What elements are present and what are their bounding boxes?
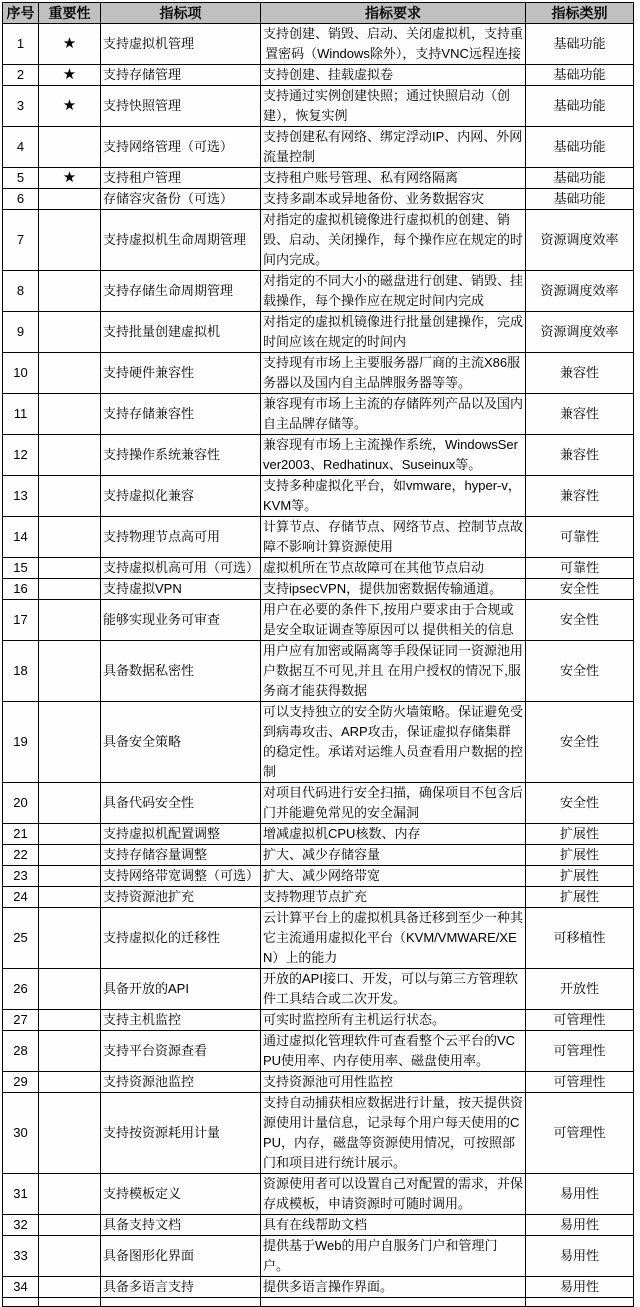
indicator-item-cell: 支持硬件兼容性: [101, 353, 261, 394]
table-row: [3, 168, 634, 189]
requirement-cell: 开放的API接口、开发，可以与第三方管理软件工具结合或二次开发。: [261, 969, 526, 1010]
star-icon: ★: [62, 169, 77, 186]
indicator-item-cell: 支持存储生命周期管理: [101, 271, 261, 312]
importance-cell: [39, 887, 101, 908]
star-icon: ★: [62, 66, 77, 83]
row-number-cell: 3: [3, 86, 39, 127]
row-number-cell: 19: [3, 702, 39, 783]
requirement-cell: 支持现有市场上主要服务器厂商的主流X86服务器以及国内自主品牌服务器等等。: [261, 353, 526, 394]
table-row: [3, 702, 634, 783]
requirement-cell: 增减虚拟机CPU核数、内存: [261, 824, 526, 845]
importance-cell: [39, 435, 101, 476]
importance-cell: [39, 65, 101, 86]
category-cell: 基础功能: [526, 127, 634, 168]
indicator-item-cell: 能够实现业务可审查: [101, 600, 261, 641]
category-cell: 基础功能: [526, 86, 634, 127]
indicator-item-cell: 支持物理节点高可用: [101, 517, 261, 558]
row-number-cell: 32: [3, 1215, 39, 1236]
importance-cell: [39, 1010, 101, 1031]
indicator-item-cell: 支持虚拟机管理: [101, 24, 261, 65]
table-row: [3, 312, 634, 353]
requirement-cell: 用户应有加密或隔离等手段保证同一资源池用户数据互不可见,并且 在用户授权的情况下,服务商才能获得数据: [261, 641, 526, 702]
table-row: [3, 1072, 634, 1093]
indicator-item-cell: 支持虚拟VPN: [101, 579, 261, 600]
table-row: [3, 271, 634, 312]
category-cell: 安全性: [526, 579, 634, 600]
row-number-cell: 22: [3, 845, 39, 866]
table-row: [3, 86, 634, 127]
table-row: [3, 476, 634, 517]
category-cell: 安全性: [526, 702, 634, 783]
table-row: [3, 1031, 634, 1072]
col-header-seq: 序号: [3, 3, 39, 24]
category-cell: 兼容性: [526, 394, 634, 435]
requirement-cell: 具有在线帮助文档: [261, 1215, 526, 1236]
importance-cell: [39, 702, 101, 783]
row-number-cell: 1: [3, 24, 39, 65]
importance-cell: [39, 271, 101, 312]
importance-cell: [39, 600, 101, 641]
row-number-cell: 28: [3, 1031, 39, 1072]
indicator-item-cell: 支持虚拟机生命周期管理: [101, 210, 261, 271]
category-cell: 扩展性: [526, 887, 634, 908]
row-number-cell: 10: [3, 353, 39, 394]
importance-cell: [39, 1031, 101, 1072]
requirement-cell: 用户在必要的条件下,按用户要求由于合规或是安全取证调查等原因可以 提供相关的信息: [261, 600, 526, 641]
row-number-cell: 5: [3, 168, 39, 189]
table-row: [3, 517, 634, 558]
row-number-cell: 33: [3, 1236, 39, 1277]
requirement-cell: 支持资源池可用性监控: [261, 1072, 526, 1093]
table-row: [3, 127, 634, 168]
category-cell: 易用性: [526, 1215, 634, 1236]
indicator-item-cell: 具备支持文档: [101, 1215, 261, 1236]
importance-cell: [39, 517, 101, 558]
table-row: [3, 600, 634, 641]
importance-cell: [39, 476, 101, 517]
row-number-cell: 14: [3, 517, 39, 558]
requirement-cell: 提供基于Web的用户自服务门户和管理门户。: [261, 1236, 526, 1277]
importance-cell: [39, 1236, 101, 1277]
category-cell: 易用性: [526, 1174, 634, 1215]
requirement-cell: 兼容现有市场上主流操作系统，WindowsServer2003、Redhatinux、Suseinux等。: [261, 435, 526, 476]
requirement-cell: 支持创建、销毁、启动、关闭虚拟机，支持重置密码（Windows除外），支持VNC远程连接: [261, 24, 526, 65]
table-row: [3, 394, 634, 435]
row-number-cell: 34: [3, 1277, 39, 1298]
category-cell: 安全性: [526, 600, 634, 641]
row-number-cell: 6: [3, 189, 39, 210]
table-row: [3, 1236, 634, 1277]
requirements-table-page: [0, 2, 640, 1307]
indicator-item-cell: 支持平台资源查看: [101, 1031, 261, 1072]
requirement-cell: 通过虚拟化管理软件可查看整个云平台的VCPU使用率、内存使用率、磁盘使用率。: [261, 1031, 526, 1072]
category-cell: 扩展性: [526, 824, 634, 845]
category-cell: 基础功能: [526, 189, 634, 210]
category-cell: 扩展性: [526, 845, 634, 866]
table-row: [3, 189, 634, 210]
requirement-cell: 支持通过实例创建快照；通过快照启动（创建），恢复实例: [261, 86, 526, 127]
col-header-requirement: 指标要求: [261, 3, 526, 24]
importance-cell: [39, 210, 101, 271]
importance-cell: [39, 908, 101, 969]
importance-cell: [39, 866, 101, 887]
requirement-cell: 对指定的虚拟机镜像进行批量创建操作，完成时间应该在规定的时间内: [261, 312, 526, 353]
requirement-cell: 对项目代码进行安全扫描，确保项目不包含后门并能避免常见的安全漏洞: [261, 783, 526, 824]
table-row: [3, 908, 634, 969]
requirement-cell: 虚拟机所在节点故障可在其他节点启动: [261, 558, 526, 579]
table-row: [3, 887, 634, 908]
row-number-cell: 21: [3, 824, 39, 845]
requirement-cell: 支持ipsecVPN，提供加密数据传输通道。: [261, 579, 526, 600]
importance-cell: [39, 353, 101, 394]
requirement-cell: 支持租户账号管理、私有网络隔离: [261, 168, 526, 189]
indicator-item-cell: 支持存储容量调整: [101, 845, 261, 866]
table-row: [3, 24, 634, 65]
indicator-item-cell: 支持租户管理: [101, 168, 261, 189]
indicator-item-cell: 支持模板定义: [101, 1174, 261, 1215]
indicator-item-cell: 具备代码安全性: [101, 783, 261, 824]
indicator-item-cell: 具备多语言支持: [101, 1277, 261, 1298]
indicator-item-cell: 具备数据私密性: [101, 641, 261, 702]
importance-cell: [39, 312, 101, 353]
row-number-cell: 15: [3, 558, 39, 579]
requirement-cell: 对指定的虚拟机镜像进行虚拟机的创建、销毁、启动、关闭操作，每个操作应在规定的时间内完成。: [261, 210, 526, 271]
row-number-cell: 9: [3, 312, 39, 353]
category-cell: 资源调度效率: [526, 210, 634, 271]
indicator-item-cell: 支持虚拟机配置调整: [101, 824, 261, 845]
row-number-cell: 23: [3, 866, 39, 887]
requirement-cell: 支持创建私有网络、绑定浮动IP、内网、外网流量控制: [261, 127, 526, 168]
indicator-item-cell: 支持操作系统兼容性: [101, 435, 261, 476]
category-cell: 兼容性: [526, 353, 634, 394]
importance-cell: [39, 969, 101, 1010]
row-number-cell: 26: [3, 969, 39, 1010]
indicator-table: [2, 2, 634, 1307]
requirement-cell: 资源使用者可以设置自己对配置的需求，并保存成模板，申请资源时可随时调用。: [261, 1174, 526, 1215]
category-cell: 基础功能: [526, 65, 634, 86]
importance-cell: [39, 558, 101, 579]
indicator-item-cell: 支持资源池监控: [101, 1072, 261, 1093]
requirement-cell: 支持多副本或异地备份、业务数据容灾: [261, 189, 526, 210]
indicator-item-cell: 支持存储管理: [101, 65, 261, 86]
row-number-cell: 30: [3, 1093, 39, 1174]
table-row: [3, 783, 634, 824]
requirement-cell: 支持创建、挂载虚拟卷: [261, 65, 526, 86]
table-row: [3, 1215, 634, 1236]
empty-cell: [3, 1298, 39, 1307]
empty-cell: [101, 1298, 261, 1307]
importance-cell: [39, 1174, 101, 1215]
table-row: [3, 1010, 634, 1031]
requirement-cell: 扩大、减少网络带宽: [261, 866, 526, 887]
category-cell: 可靠性: [526, 558, 634, 579]
row-number-cell: 4: [3, 127, 39, 168]
col-header-category: 指标类别: [526, 3, 634, 24]
table-row: [3, 845, 634, 866]
category-cell: 易用性: [526, 1236, 634, 1277]
indicator-item-cell: 支持虚拟机高可用（可选）: [101, 558, 261, 579]
indicator-item-cell: 存储容灾备份（可选）: [101, 189, 261, 210]
table-row: [3, 579, 634, 600]
table-row: [3, 353, 634, 394]
table-row: [3, 824, 634, 845]
indicator-item-cell: 具备开放的API: [101, 969, 261, 1010]
category-cell: 可靠性: [526, 517, 634, 558]
requirement-cell: 支持多种虚拟化平台，如vmware，hyper-v，KVM等。: [261, 476, 526, 517]
table-row: [3, 1277, 634, 1298]
indicator-item-cell: 支持存储兼容性: [101, 394, 261, 435]
row-number-cell: 17: [3, 600, 39, 641]
table-row: [3, 1174, 634, 1215]
indicator-item-cell: 支持快照管理: [101, 86, 261, 127]
requirement-cell: 可以支持独立的安全防火墙策略。保证避免受到病毒攻击、ARP攻击，保证虚拟存储集群的稳定性。承诺对运维人员查看用户数据的控制: [261, 702, 526, 783]
category-cell: 兼容性: [526, 435, 634, 476]
requirement-cell: 可实时监控所有主机运行状态。: [261, 1010, 526, 1031]
category-cell: 易用性: [526, 1277, 634, 1298]
table-row: [3, 65, 634, 86]
category-cell: 兼容性: [526, 476, 634, 517]
category-cell: 安全性: [526, 783, 634, 824]
category-cell: 开放性: [526, 969, 634, 1010]
category-cell: 资源调度效率: [526, 271, 634, 312]
row-number-cell: 29: [3, 1072, 39, 1093]
importance-cell: [39, 783, 101, 824]
empty-cell: [261, 1298, 526, 1307]
requirement-cell: 支持物理节点扩充: [261, 887, 526, 908]
table-row: [3, 641, 634, 702]
requirement-cell: 云计算平台上的虚拟机具备迁移到至少一种其它主流通用虚拟化平台（KVM/VMWARE/XEN）上的能力: [261, 908, 526, 969]
indicator-item-cell: 支持虚拟化的迁移性: [101, 908, 261, 969]
row-number-cell: 25: [3, 908, 39, 969]
indicator-item-cell: 支持主机监控: [101, 1010, 261, 1031]
category-cell: 安全性: [526, 641, 634, 702]
indicator-item-cell: 支持按资源耗用计量: [101, 1093, 261, 1174]
table-row: [3, 866, 634, 887]
row-number-cell: 13: [3, 476, 39, 517]
row-number-cell: 2: [3, 65, 39, 86]
table-row: [3, 210, 634, 271]
importance-cell: [39, 824, 101, 845]
importance-cell: [39, 1072, 101, 1093]
requirement-cell: 扩大、减少存储容量: [261, 845, 526, 866]
row-number-cell: 24: [3, 887, 39, 908]
row-number-cell: 31: [3, 1174, 39, 1215]
importance-cell: [39, 641, 101, 702]
indicator-item-cell: 支持网络带宽调整（可选）: [101, 866, 261, 887]
requirement-cell: 支持自动捕获相应数据进行计量，按天提供资源使用计量信息，记录每个用户每天使用的CPU，内存，磁盘等资源使用情况，可按照部门和项目进行统计展示。: [261, 1093, 526, 1174]
table-row: [3, 969, 634, 1010]
row-number-cell: 11: [3, 394, 39, 435]
row-number-cell: 8: [3, 271, 39, 312]
table-row: [3, 435, 634, 476]
importance-cell: [39, 1277, 101, 1298]
category-cell: 可管理性: [526, 1093, 634, 1174]
indicator-item-cell: 具备图形化界面: [101, 1236, 261, 1277]
importance-cell: [39, 394, 101, 435]
requirement-cell: 兼容现有市场上主流的存储阵列产品以及国内自主品牌存储等。: [261, 394, 526, 435]
requirement-cell: 提供多语言操作界面。: [261, 1277, 526, 1298]
row-number-cell: 18: [3, 641, 39, 702]
importance-cell: [39, 127, 101, 168]
importance-cell: [39, 845, 101, 866]
indicator-item-cell: 支持虚拟化兼容: [101, 476, 261, 517]
category-cell: 可管理性: [526, 1072, 634, 1093]
col-header-importance: 重要性: [39, 3, 101, 24]
indicator-item-cell: 支持资源池扩充: [101, 887, 261, 908]
importance-cell: [39, 168, 101, 189]
row-number-cell: 7: [3, 210, 39, 271]
indicator-item-cell: 支持网络管理（可选）: [101, 127, 261, 168]
table-header-row: [3, 3, 634, 24]
category-cell: 基础功能: [526, 168, 634, 189]
requirement-cell: 计算节点、存储节点、网络节点、控制节点故障不影响计算资源使用: [261, 517, 526, 558]
col-header-item: 指标项: [101, 3, 261, 24]
requirement-cell: 对指定的不同大小的磁盘进行创建、销毁、挂载操作，每个操作应在规定时间内完成: [261, 271, 526, 312]
importance-cell: [39, 579, 101, 600]
category-cell: 可管理性: [526, 1010, 634, 1031]
importance-cell: [39, 1093, 101, 1174]
row-number-cell: 12: [3, 435, 39, 476]
row-number-cell: 16: [3, 579, 39, 600]
importance-cell: [39, 86, 101, 127]
table-row-cutoff: [3, 1298, 634, 1307]
indicator-item-cell: 支持批量创建虚拟机: [101, 312, 261, 353]
importance-cell: [39, 24, 101, 65]
category-cell: 资源调度效率: [526, 312, 634, 353]
empty-cell: [39, 1298, 101, 1307]
empty-cell: [526, 1298, 634, 1307]
category-cell: 基础功能: [526, 24, 634, 65]
category-cell: 可移植性: [526, 908, 634, 969]
category-cell: 扩展性: [526, 866, 634, 887]
table-row: [3, 558, 634, 579]
category-cell: 可管理性: [526, 1031, 634, 1072]
indicator-item-cell: 具备安全策略: [101, 702, 261, 783]
table-body: [3, 24, 634, 1307]
table-row: [3, 1093, 634, 1174]
star-icon: ★: [62, 97, 77, 114]
star-icon: ★: [62, 35, 77, 52]
row-number-cell: 27: [3, 1010, 39, 1031]
row-number-cell: 20: [3, 783, 39, 824]
importance-cell: [39, 189, 101, 210]
importance-cell: [39, 1215, 101, 1236]
